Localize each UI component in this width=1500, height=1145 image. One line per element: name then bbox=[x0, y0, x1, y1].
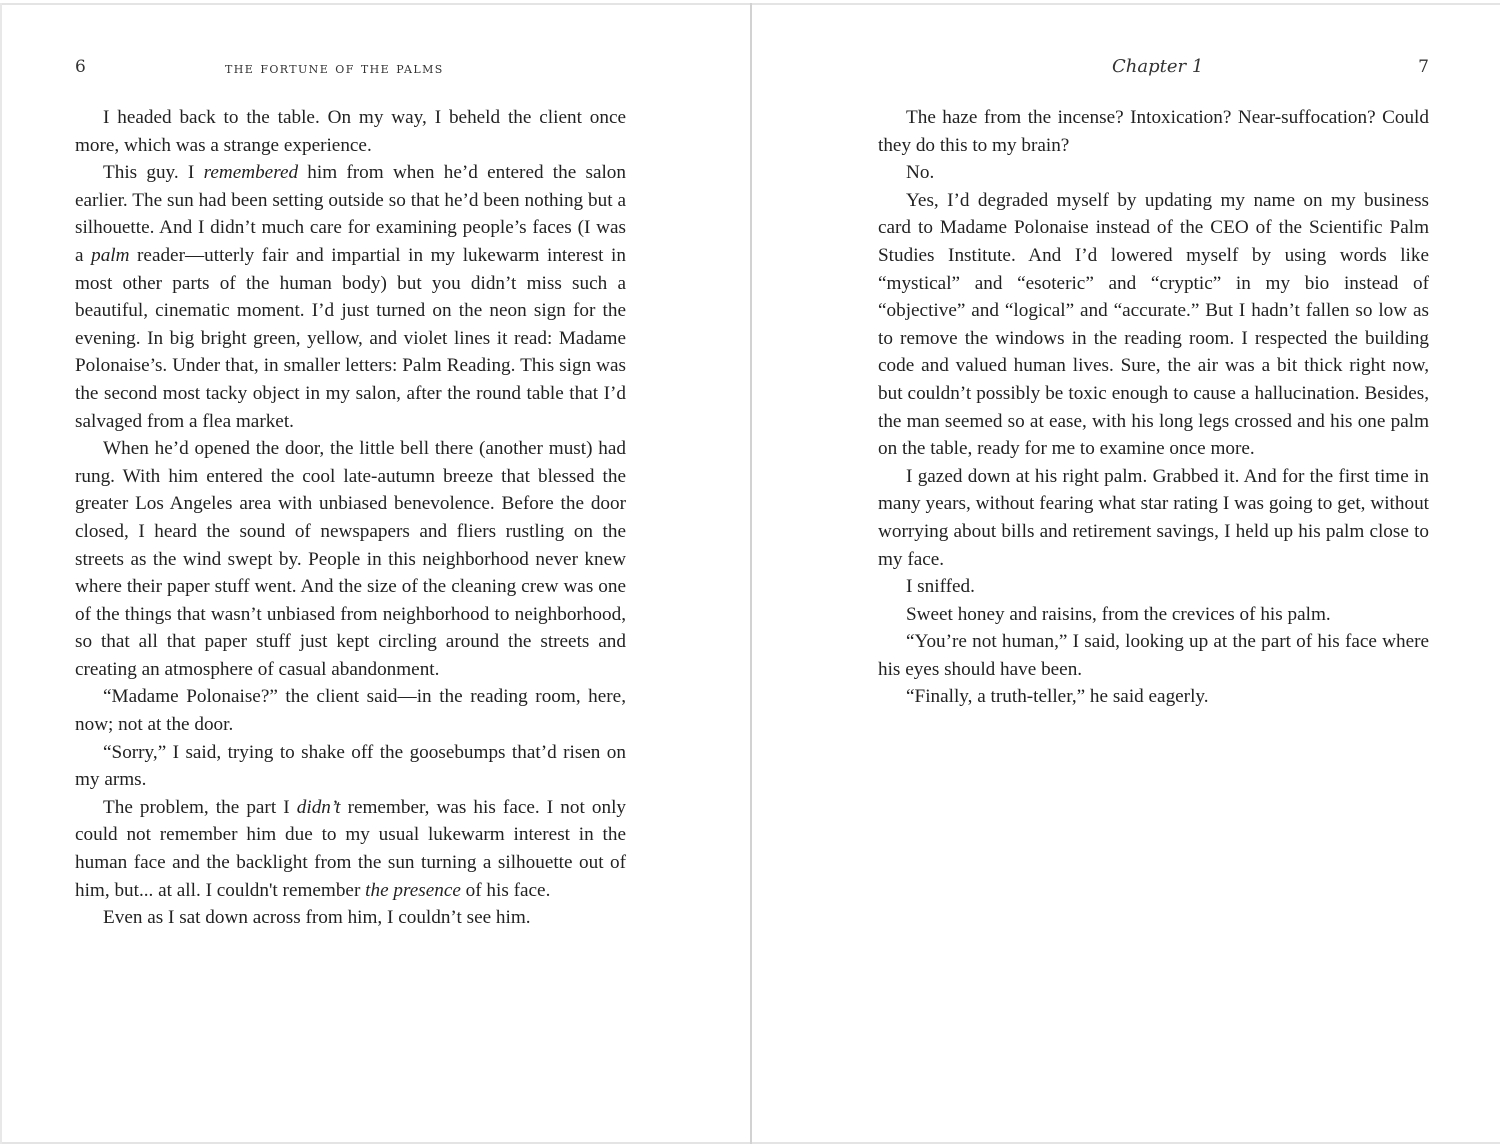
italic-text-run: palm bbox=[91, 244, 130, 266]
text-run: “Finally, a truth-teller,” he said eagerly. bbox=[906, 686, 1209, 708]
body-paragraph bbox=[75, 794, 626, 904]
text-run: of his face. bbox=[460, 879, 551, 901]
text-run: I sniffed. bbox=[906, 576, 975, 598]
text-run: I headed back to the table. On my way, I beheld the client once more, which was a strange experience. bbox=[75, 107, 626, 156]
body-paragraph bbox=[878, 573, 1429, 601]
page-number-left: 6 bbox=[75, 57, 86, 77]
text-run: This guy. I bbox=[103, 162, 204, 184]
text-run: Sweet honey and raisins, from the crevices of his palm. bbox=[906, 603, 1331, 625]
body-paragraph bbox=[75, 904, 626, 932]
body-paragraph bbox=[878, 159, 1429, 187]
body-paragraph bbox=[878, 463, 1429, 573]
body-paragraph bbox=[878, 187, 1429, 463]
text-run: “Madame Polonaise?” the client said—in the reading room, here, now; not at the door. bbox=[75, 686, 626, 736]
body-paragraph bbox=[75, 104, 626, 159]
left-page-body bbox=[75, 104, 626, 932]
right-page-body bbox=[878, 104, 1429, 711]
text-run: reader—utterly fair and impartial in my lukewarm interest in most other parts of the human body) but you didn’t miss such a beautiful, cinematic moment. I’d just turned on the neon sign for the evening. In big bright green, yellow, and violet lines it read: Madame Polonaise’s. Under that, in smaller letters: Palm Reading. This sign was the second most tacky object in my salon, after the round table that I’d salvaged from a flea market. bbox=[75, 244, 626, 432]
text-run: Yes, I’d degraded myself by updating my name on my business card to Madame Polonaise instead of the CEO of the Scientific Palm Studies Institute. And I’d lowered myself by using words like “mystical” and “esoteric” and “cryptic” in my bio instead of “objective” and “logical” and “accurate.” But I hadn’t fallen so low as to remove the windows in the reading room. I respected the building code and valued human lives. Sure, the air was a bit thick right now, but couldn’t possibly be toxic enough to cause a hallucination. Besides, the man seemed so at ease, with his long legs crossed and his one palm on the table, ready for me to examine once more. bbox=[878, 189, 1429, 460]
text-run: The problem, the part I bbox=[103, 796, 297, 818]
body-paragraph bbox=[878, 104, 1429, 159]
left-page-header bbox=[75, 55, 626, 81]
right-page bbox=[752, 0, 1500, 1145]
italic-text-run: the presence bbox=[365, 879, 461, 901]
page-number-right: 7 bbox=[1418, 57, 1429, 77]
body-paragraph bbox=[878, 601, 1429, 629]
text-run: No. bbox=[906, 162, 935, 184]
body-paragraph bbox=[75, 159, 626, 435]
right-page-header bbox=[878, 55, 1429, 81]
text-run: “Sorry,” I said, trying to shake off the goosebumps that’d risen on my arms. bbox=[75, 741, 626, 791]
running-head-book-title: the fortune of the palms bbox=[225, 59, 444, 77]
text-run: remember, was his face. I not only could not remember him due to my usual lukewarm interest in the human face and the backlight from the sun turning a silhouette out of him, but... at all. I couldn't remember bbox=[75, 796, 627, 901]
running-head-chapter: Chapter 1 bbox=[1112, 56, 1204, 77]
italic-text-run: remembered bbox=[203, 162, 299, 184]
text-run: The haze from the incense? Intoxication? Near-suffocation? Could they do this to my brain? bbox=[878, 107, 1429, 156]
body-paragraph bbox=[75, 435, 626, 683]
text-run: I gazed down at his right palm. Grabbed it. And for the first time in many years, without fearing what star rating I was going to get, without worrying about bills and retirement savings, I held up his palm close to my face. bbox=[878, 465, 1429, 570]
text-run: When he’d opened the door, the little bell there (another must) had rung. With him entered the cool late-autumn breeze that blessed the greater Los Angeles area with unbiased benevolence. Before the door closed, I heard the sound of newspapers and fliers rustling on the streets as the wind swept by. People in this neighborhood never knew where their paper stuff went. And the size of the cleaning crew was one of the things that wasn’t unbiased from neighborhood to neighborhood, so that all that paper stuff just kept circling around the streets and creating an atmosphere of casual abandonment. bbox=[75, 438, 626, 680]
body-paragraph bbox=[878, 683, 1429, 711]
body-paragraph bbox=[75, 739, 626, 794]
text-run: Even as I sat down across from him, I couldn’t see him. bbox=[103, 907, 531, 929]
body-paragraph bbox=[75, 683, 626, 738]
italic-text-run: didn’t bbox=[296, 796, 341, 818]
body-paragraph bbox=[878, 628, 1429, 683]
text-run: “You’re not human,” I said, looking up at the part of his face where his eyes should have been. bbox=[878, 631, 1429, 680]
text-run: him from when he’d entered the salon earlier. The sun had been setting outside so that he’d been nothing but a silhouette. And I didn’t much care for examining people’s faces (I was a bbox=[75, 162, 626, 266]
